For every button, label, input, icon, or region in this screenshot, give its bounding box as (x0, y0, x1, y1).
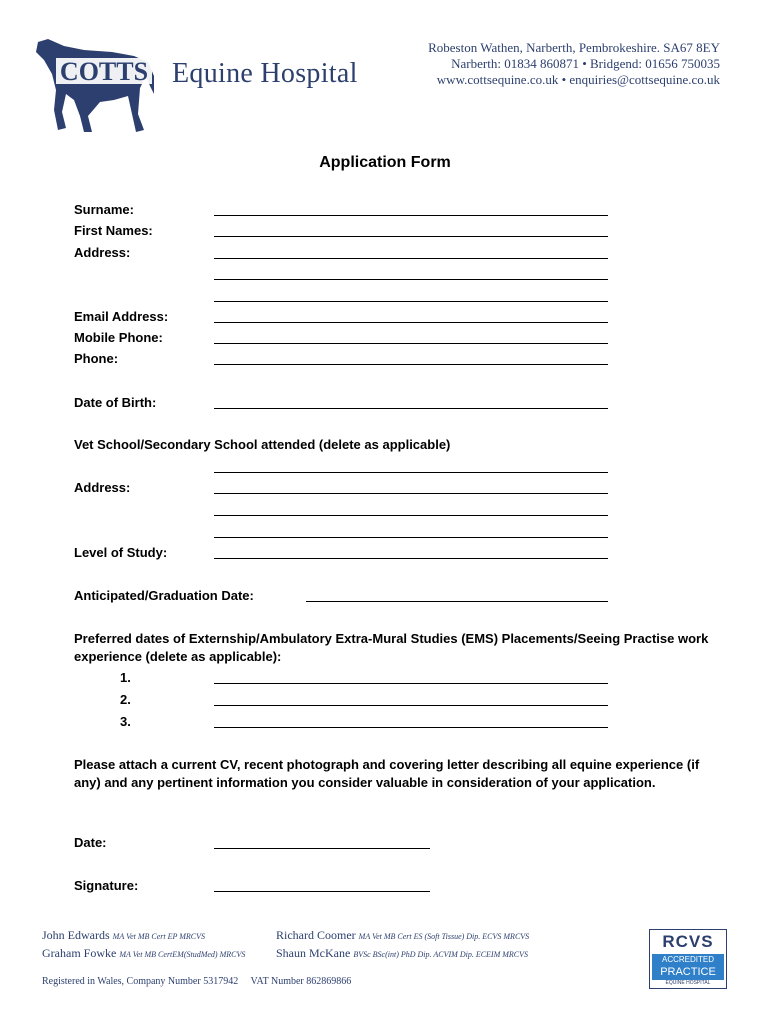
rcvs-practice-text: PRACTICE (660, 966, 716, 978)
signature-label: Signature: (74, 878, 139, 893)
surname-field[interactable] (214, 215, 608, 216)
vet-qualifications: BVSc BSc(int) PhD Dip. ACVIM Dip. ECEIM MRCVS (353, 950, 529, 959)
vet-name: Shaun McKane (276, 946, 351, 960)
level-of-study-label: Level of Study: (74, 545, 168, 560)
preferred-dates-heading: Preferred dates of Externship/Ambulatory Extra-Mural Studies (EMS) Placements/Seeing Practise work experience (delete as applicable): (74, 631, 709, 664)
address-field-1[interactable] (214, 258, 608, 259)
rcvs-logo-text: RCVS (662, 932, 714, 951)
school-heading: Vet School/Secondary School attended (delete as applicable) (74, 437, 451, 452)
dob-label: Date of Birth: (74, 395, 157, 410)
attach-note: Please attach a current CV, recent photograph and covering letter describing all equine experience (if any) and any pertinent information you consider valuable in consideration of your application. (74, 757, 700, 790)
vet-shaun-mckane (276, 946, 528, 961)
vet-name: John Edwards (42, 928, 110, 942)
surname-label: Surname: (74, 202, 134, 217)
contact-details (428, 40, 720, 88)
svg-text:COTTS: COTTS (59, 57, 149, 86)
date-field[interactable] (214, 848, 430, 849)
address-field-3[interactable] (214, 301, 608, 302)
rcvs-equine-hospital-text: EQUINE HOSPITAL (665, 980, 711, 986)
school-name-field[interactable] (214, 472, 608, 473)
signature-field[interactable] (214, 891, 430, 892)
graduation-date-label: Anticipated/Graduation Date: (74, 588, 254, 603)
date-option-1-field[interactable] (214, 683, 608, 684)
school-address-field-3[interactable] (214, 537, 608, 538)
date-option-2-field[interactable] (214, 705, 608, 706)
school-address-field-1[interactable] (214, 493, 608, 494)
dob-field[interactable] (214, 408, 608, 409)
address-field-2[interactable] (214, 279, 608, 280)
school-address-label: Address: (74, 480, 131, 495)
web-line: www.cottsequine.co.uk • enquiries@cottsequine.co.uk (436, 72, 720, 87)
hospital-name: Equine Hospital (172, 58, 358, 89)
cotts-horse-logo (34, 36, 158, 136)
vet-name: Graham Fowke (42, 946, 117, 960)
vet-qualifications: MA Vet MB Cert EP MRCVS (112, 932, 206, 941)
date-option-3-label: 3. (120, 714, 131, 729)
date-label: Date: (74, 835, 107, 850)
form-title: Application Form (319, 154, 451, 171)
date-option-2-label: 2. (120, 692, 131, 707)
date-option-1-label: 1. (120, 670, 131, 685)
phone-field[interactable] (214, 364, 608, 365)
first-names-field[interactable] (214, 236, 608, 237)
mobile-label: Mobile Phone: (74, 330, 163, 345)
rcvs-accredited-badge (649, 929, 727, 989)
vet-john-edwards (42, 928, 205, 943)
vet-qualifications: MA Vet MB Cert ES (Soft Tissue) Dip. ECVS MRCVS (358, 932, 530, 941)
address-line: Robeston Wathen, Narberth, Pembrokeshire. SA67 8EY (428, 40, 720, 55)
phone-line: Narberth: 01834 860871 • Bridgend: 01656 750035 (451, 56, 720, 71)
registration-info: Registered in Wales, Company Number 5317942 VAT Number 862869866 (42, 976, 352, 987)
rcvs-accredited-band (652, 954, 724, 980)
school-address-field-2[interactable] (214, 515, 608, 516)
email-field[interactable] (214, 322, 608, 323)
vet-graham-fowke (42, 946, 245, 961)
mobile-field[interactable] (214, 343, 608, 344)
address-label: Address: (74, 245, 131, 260)
level-of-study-field[interactable] (214, 558, 608, 559)
phone-label: Phone: (74, 351, 119, 366)
vet-name: Richard Coomer (276, 928, 356, 942)
email-label: Email Address: (74, 309, 169, 324)
date-option-3-field[interactable] (214, 727, 608, 728)
graduation-date-field[interactable] (306, 601, 608, 602)
vet-qualifications: MA Vet MB CertEM(StudMed) MRCVS (119, 950, 246, 959)
vet-richard-coomer (276, 928, 529, 943)
rcvs-accredited-text: ACCREDITED (661, 955, 714, 964)
first-names-label: First Names: (74, 223, 153, 238)
